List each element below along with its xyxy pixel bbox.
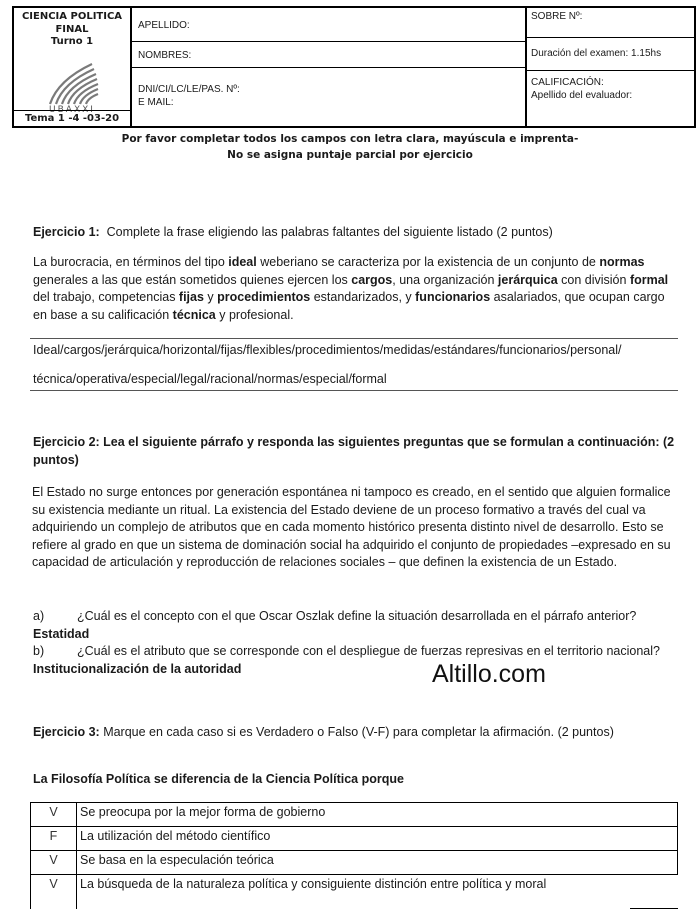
text-run: weberiano se caracteriza por la existencia de un conjunto de bbox=[256, 255, 600, 269]
true-false-table bbox=[30, 802, 678, 909]
word-list-line-1: Ideal/cargos/jerárquica/horizontal/fijas/flexibles/procedimientos/medidas/estándares/funcionarios/personal/ bbox=[33, 343, 622, 357]
instructions-notice bbox=[0, 131, 700, 163]
text-run: estandarizados, y bbox=[310, 290, 416, 305]
question-b-text: ¿Cuál es el atributo que se corresponde con el despliegue de fuerzas represivas en el territorio nacional? bbox=[77, 644, 660, 659]
exercise-2-title: Ejercicio 2: Lea el siguiente párrafo y responda las siguientes preguntas que se formulan a continuación: (2 puntos) bbox=[33, 435, 675, 467]
answer-word: jerárquica bbox=[497, 272, 558, 287]
exercise-1-title bbox=[33, 224, 678, 242]
shift: Turno 1 bbox=[50, 36, 94, 47]
dni-label: DNI/CI/LC/LE/PAS. Nº: bbox=[138, 84, 240, 95]
answer-cell[interactable]: V bbox=[31, 875, 77, 909]
text-run: , una organización bbox=[392, 272, 498, 287]
statement-cell: La utilización del método científico bbox=[77, 827, 678, 851]
answer-word: formal bbox=[629, 272, 669, 287]
exam-id-box bbox=[12, 6, 132, 128]
answer-word: técnica bbox=[172, 307, 216, 322]
logo-text: UBAXXI bbox=[49, 105, 95, 115]
exercise-1-label: Ejercicio 1: bbox=[33, 225, 100, 239]
exercise-3-label: Ejercicio 3: bbox=[33, 725, 100, 739]
sobre-field[interactable]: SOBRE Nº: bbox=[527, 8, 694, 38]
answer-cell[interactable]: V bbox=[31, 803, 77, 827]
answer-word: normas bbox=[599, 255, 645, 269]
exercise-2-questions bbox=[33, 608, 678, 678]
notice-line-1: Por favor completar todos los campos con letra clara, mayúscula e imprenta- bbox=[121, 133, 579, 145]
exercise-2-paragraph: El Estado no surge entonces por generación espontánea ni tampoco es creado, en el sentido que alguien formalice su existencia mediante un ritual. La existencia del Estado deviene de un proceso formativo a través del cual va adquiriendo un complejo de atributos que en cada momento histórico presenta distinto nivel de desarrollo. Esto se refiere al grado en que un sistema de dominación social ha adquirido el conjunto de propiedades –expresado en su capacidad de articulación y reproducción de relaciones sociales – que definen la existencia de un Estado. bbox=[32, 485, 671, 570]
text-run: generales a las que están sometidos quienes ejercen los bbox=[33, 272, 352, 287]
evaluator-label: Apellido del evaluador: bbox=[531, 90, 633, 101]
answer-cell[interactable]: V bbox=[31, 851, 77, 875]
text-run: La burocracia, en términos del tipo bbox=[33, 255, 229, 269]
table-row bbox=[31, 827, 678, 851]
exercise-1-instruction: Complete la frase eligiendo las palabras faltantes del siguiente listado (2 puntos) bbox=[106, 225, 553, 239]
statement-cell: Se basa en la especulación teórica bbox=[77, 851, 678, 875]
exam-version: Tema 1 -4 -03-20 bbox=[14, 110, 130, 126]
ubaxxi-logo-icon bbox=[46, 60, 100, 106]
institution-block bbox=[14, 11, 130, 49]
answer-word: ideal bbox=[228, 255, 257, 269]
table-row bbox=[31, 875, 678, 909]
email-label: E MAIL: bbox=[138, 96, 174, 108]
question-a-answer[interactable]: Estatidad bbox=[33, 626, 90, 641]
text-run: y profesional. bbox=[215, 307, 294, 322]
exam-meta-box bbox=[525, 6, 696, 128]
text-run: del trabajo, competencias bbox=[33, 290, 179, 305]
question-a-label: a) bbox=[33, 609, 45, 623]
notice-line-2: No se asigna puntaje parcial por ejercicio bbox=[227, 149, 473, 161]
text-run: asalariados, que ocupan cargo en base a su calificación bbox=[33, 290, 665, 322]
exam-type: FINAL bbox=[55, 23, 89, 35]
exercise-3-title bbox=[33, 724, 678, 742]
question-a-text: ¿Cuál es el concepto con el que Oscar Oszlak define la situación desarrollada en el párrafo anterior? bbox=[77, 609, 637, 623]
text-run: y bbox=[203, 290, 218, 305]
statement-cell: La búsqueda de la naturaleza política y consiguiente distinción entre política y moral bbox=[77, 875, 678, 909]
answer-word: cargos bbox=[351, 272, 393, 287]
answer-word: funcionarios bbox=[415, 290, 491, 305]
text-run: con división bbox=[557, 272, 630, 287]
exercise-1-paragraph bbox=[33, 254, 678, 324]
question-b-label: b) bbox=[33, 644, 45, 659]
watermark: Altillo.com bbox=[432, 660, 546, 688]
table-row bbox=[31, 851, 678, 875]
course-name: CIENCIA POLITICA bbox=[21, 11, 123, 22]
word-list-bottom-rule bbox=[30, 390, 678, 391]
answer-word: fijas bbox=[178, 290, 204, 305]
nombres-field[interactable]: NOMBRES: bbox=[132, 42, 525, 68]
apellido-field[interactable]: APELLIDO: bbox=[132, 8, 525, 42]
grade-field[interactable] bbox=[527, 71, 694, 128]
exercise-3-subtitle: La Filosofía Política se diferencia de la Ciencia Política porque bbox=[33, 772, 404, 786]
id-email-field[interactable] bbox=[132, 68, 525, 128]
answer-cell[interactable]: F bbox=[31, 827, 77, 851]
table-tail-rule bbox=[630, 908, 678, 909]
question-b-answer[interactable]: Institucionalización de la autoridad bbox=[33, 661, 242, 676]
exercise-3-instruction: Marque en cada caso si es Verdadero o Falso (V-F) para completar la afirmación. (2 puntos) bbox=[103, 725, 614, 739]
question-b bbox=[33, 643, 678, 678]
table-row bbox=[31, 803, 678, 827]
question-a bbox=[33, 608, 678, 643]
answer-word: procedimientos bbox=[217, 290, 311, 305]
calificacion-label: CALIFICACIÓN: bbox=[531, 77, 604, 88]
statement-cell: Se preocupa por la mejor forma de gobierno bbox=[77, 803, 678, 827]
word-list-line-2: técnica/operativa/especial/legal/racional/normas/especial/formal bbox=[33, 372, 387, 386]
word-list-top-rule bbox=[30, 338, 678, 339]
student-info-box bbox=[132, 6, 525, 128]
duration-label: Duración del examen: 1.15hs bbox=[527, 38, 694, 71]
